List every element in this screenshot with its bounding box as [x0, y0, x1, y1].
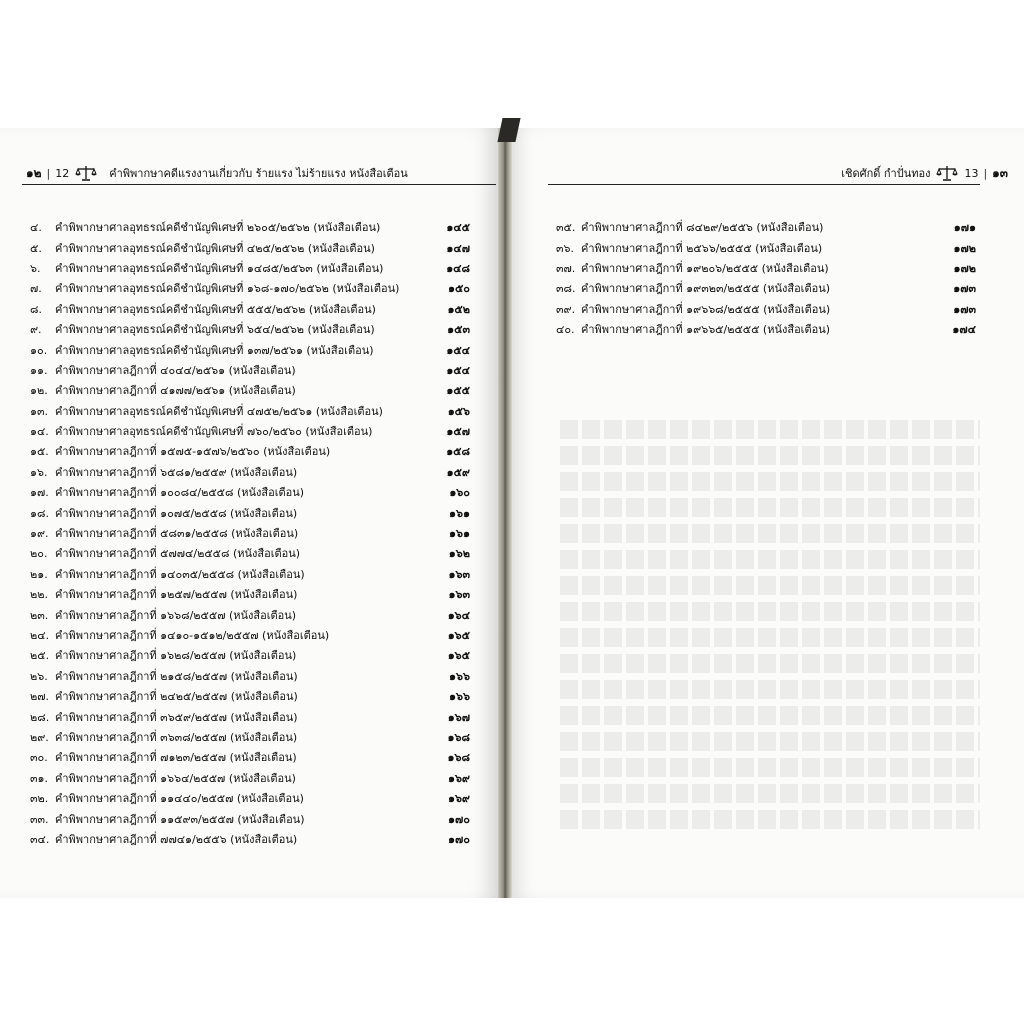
entry-title: คำพิพากษาศาลฎีกาที่ ๑๙๖๖๕/๒๕๕๕ (หนังสือเตือน): [581, 323, 831, 337]
contents-entry: [556, 320, 976, 340]
entry-number: ๒๘.: [30, 710, 50, 724]
entry-title: คำพิพากษาศาลฎีกาที่ ๖๕๘๑/๒๕๕๙ (หนังสือเตือน): [55, 465, 298, 479]
entry-number: ๕.: [30, 241, 42, 255]
entry-title: คำพิพากษาศาลฎีกาที่ ๑๑๕๙๓/๒๕๕๗ (หนังสือเตือน): [55, 812, 305, 826]
entry-page-number: ๑๕๔: [446, 343, 470, 357]
entry-number: ๑๐.: [30, 343, 48, 357]
entry-title: คำพิพากษาศาลฎีกาที่ ๑๖๒๘/๒๕๕๗ (หนังสือเตือน): [55, 649, 297, 663]
entry-number: ๒๐.: [30, 547, 48, 561]
entry-title: คำพิพากษาศาลฎีกาที่ ๑๔๐๓๕/๒๕๕๘ (หนังสือเตือน): [55, 567, 305, 581]
entry-title: คำพิพากษาศาลอุทธรณ์คดีชำนัญพิเศษที่ ๖๕๔/๒๕๖๒ (หนังสือเตือน): [55, 323, 375, 337]
entry-title: คำพิพากษาศาลฎีกาที่ ๑๐๐๘๔/๒๕๕๘ (หนังสือเตือน): [55, 486, 305, 500]
contents-entry: [30, 789, 470, 809]
contents-entry: [30, 402, 470, 422]
entry-title: คำพิพากษาศาลฎีกาที่ ๒๕๖๖/๒๕๕๕ (หนังสือเตือน): [581, 241, 823, 255]
entry-page-number: ๑๖๙: [447, 771, 470, 785]
entry-title: คำพิพากษาศาลอุทธรณ์คดีชำนัญพิเศษที่ ๗๖๐/๒๕๖๐ (หนังสือเตือน): [55, 425, 373, 439]
entry-number: ๒๑.: [30, 567, 48, 581]
entry-title: คำพิพากษาศาลฎีกาที่ ๑๖๖๔/๒๕๕๗ (หนังสือเตือน): [55, 771, 296, 785]
right-contents-list: [556, 218, 976, 340]
entry-title: คำพิพากษาศาลฎีกาที่ ๑๙๓๒๓/๒๕๕๕ (หนังสือเตือน): [581, 282, 831, 296]
entry-number: ๗.: [30, 282, 42, 296]
entry-title: คำพิพากษาศาลฎีกาที่ ๗๗๔๑/๒๕๕๖ (หนังสือเตือน): [55, 832, 298, 846]
contents-entry: [30, 483, 470, 503]
right-running-title: เชิดศักดิ์ กำปั่นทอง: [841, 167, 931, 180]
entry-page-number: ๑๖๕: [447, 649, 470, 663]
contents-entry: [30, 320, 470, 340]
entry-page-number: ๑๗๓: [953, 282, 976, 296]
entry-title: คำพิพากษาศาลฎีกาที่ ๕๘๓๑/๒๕๕๘ (หนังสือเตือน): [55, 527, 299, 541]
book-gutter: [498, 128, 512, 898]
entry-page-number: ๑๗๓: [953, 302, 976, 316]
entry-number: ๓๙.: [556, 302, 576, 316]
entry-number: ๒๗.: [30, 690, 50, 704]
contents-entry: [30, 565, 470, 585]
contents-entry: [30, 707, 470, 727]
entry-page-number: ๑๗๒: [953, 261, 976, 275]
entry-number: ๓๗.: [556, 261, 576, 275]
entry-page-number: ๑๗๔: [952, 323, 976, 337]
contents-entry: [556, 300, 976, 320]
right-page-header: [841, 162, 1008, 184]
entry-number: ๑๔.: [30, 425, 49, 439]
entry-page-number: ๑๗๒: [953, 241, 976, 255]
entry-number: ๓๑.: [30, 771, 48, 785]
entry-number: ๒๕.: [30, 649, 50, 663]
entry-number: ๓๐.: [30, 751, 48, 765]
entry-page-number: ๑๖๓: [448, 588, 470, 602]
contents-entry: [30, 340, 470, 360]
contents-entry: [30, 585, 470, 605]
contents-entry: [30, 687, 470, 707]
entry-title: คำพิพากษาศาลฎีกาที่ ๑๔๑๐-๑๕๑๒/๒๕๕๗ (หนังสือเตือน): [55, 629, 330, 642]
entry-title: คำพิพากษาศาลฎีกาที่ ๓๖๕๙/๒๕๕๗ (หนังสือเตือน): [55, 710, 298, 724]
entry-title: คำพิพากษาศาลฎีกาที่ ๒๑๕๘/๒๕๕๗ (หนังสือเตือน): [55, 669, 298, 683]
entry-number: ๒๓.: [30, 608, 49, 622]
entry-title: คำพิพากษาศาลอุทธรณ์คดีชำนัญพิเศษที่ ๔๒๕/๒๕๖๒ (หนังสือเตือน): [55, 241, 375, 255]
entry-page-number: ๑๖๑: [449, 527, 470, 541]
contents-entry: [30, 809, 470, 829]
entry-page-number: ๑๕๖: [447, 404, 470, 418]
contents-entry: [556, 238, 976, 258]
entry-number: ๓๓.: [30, 812, 49, 826]
entry-page-number: ๑๖๙: [447, 792, 470, 806]
entry-page-number: ๑๕๗: [446, 425, 470, 439]
entry-number: ๑๖.: [30, 465, 48, 479]
entry-number: ๒๔.: [30, 629, 50, 642]
contents-entry: [30, 524, 470, 544]
contents-entry: [30, 748, 470, 768]
contents-entry: [30, 646, 470, 666]
right-header-rule: [548, 184, 980, 185]
header-separator: |: [983, 166, 988, 180]
entry-number: ๙.: [30, 323, 42, 337]
entry-page-number: ๑๔๕: [446, 221, 470, 235]
entry-page-number: ๑๖๑: [449, 506, 470, 520]
left-running-title: คำพิพากษาคดีแรงงานเกี่ยวกับ ร้ายแรง ไม่ร้ายแรง หนังสือเตือน: [109, 167, 408, 180]
entry-title: คำพิพากษาศาลฎีกาที่ ๔๑๗๗/๒๕๖๑ (หนังสือเตือน): [55, 384, 296, 398]
contents-entry: [30, 422, 470, 442]
entry-title: คำพิพากษาศาลฎีกาที่ ๔๐๔๔/๒๕๖๑ (หนังสือเตือน): [55, 363, 296, 377]
entry-number: ๘.: [30, 302, 42, 316]
entry-title: คำพิพากษาศาลฎีกาที่ ๑๖๖๘/๒๕๕๗ (หนังสือเตือน): [55, 608, 297, 622]
entry-page-number: ๑๖๖: [449, 669, 470, 683]
entry-title: คำพิพากษาศาลอุทธรณ์คดีชำนัญพิเศษที่ ๕๕๕/๒๕๖๒ (หนังสือเตือน): [55, 302, 376, 316]
entry-title: คำพิพากษาศาลฎีกาที่ ๑๙๒๐๖/๒๕๕๕ (หนังสือเตือน): [581, 261, 829, 275]
entry-page-number: ๑๗๐: [448, 832, 470, 846]
entry-number: ๔๐.: [556, 323, 575, 337]
contents-entry: [30, 442, 470, 462]
contents-entry: [30, 728, 470, 748]
contents-entry: [30, 259, 470, 279]
entry-number: ๑๘.: [30, 506, 49, 520]
entry-page-number: ๑๔๘: [446, 261, 470, 275]
entry-title: คำพิพากษาศาลฎีกาที่ ๑๕๗๕-๑๕๗๖/๒๕๖๐ (หนังสือเตือน): [55, 445, 331, 459]
entry-title: คำพิพากษาศาลอุทธรณ์คดีชำนัญพิเศษที่ ๑๔๘๕/๒๕๖๓ (หนังสือเตือน): [55, 261, 384, 275]
left-contents-list: [30, 218, 470, 850]
entry-page-number: ๑๕๐: [447, 282, 470, 296]
contents-entry: [30, 544, 470, 564]
entry-number: ๓๔.: [30, 832, 50, 846]
contents-entry: [556, 259, 976, 279]
entry-title: คำพิพากษาศาลอุทธรณ์คดีชำนัญพิเศษที่ ๒๖๐๕/๒๕๖๒ (หนังสือเตือน): [55, 221, 381, 235]
entry-number: ๒๙.: [30, 730, 49, 744]
entry-page-number: ๑๖๗: [447, 710, 470, 724]
entry-number: ๖.: [30, 261, 41, 275]
entry-title: คำพิพากษาศาลฎีกาที่ ๑๙๖๖๘/๒๕๕๕ (หนังสือเตือน): [581, 302, 831, 316]
entry-page-number: ๑๖๘: [447, 751, 470, 765]
entry-title: คำพิพากษาศาลอุทธรณ์คดีชำนัญพิเศษที่ ๔๗๕๒/๒๕๖๑ (หนังสือเตือน): [55, 404, 383, 418]
contents-entry: [30, 218, 470, 238]
entry-title: คำพิพากษาศาลฎีกาที่ ๓๖๓๘/๒๕๕๗ (หนังสือเตือน): [55, 730, 298, 744]
contents-entry: [30, 605, 470, 625]
entry-number: ๓๖.: [556, 241, 574, 255]
right-page-number-arabic: 13: [964, 166, 979, 180]
entry-number: ๑๕.: [30, 445, 49, 459]
entry-title: คำพิพากษาศาลฎีกาที่ ๘๔๒๙/๒๕๕๖ (หนังสือเตือน): [581, 221, 824, 235]
right-page-number-thai: ๑๓: [992, 165, 1008, 180]
entry-number: ๓๕.: [556, 221, 576, 235]
entry-number: ๔.: [30, 221, 42, 235]
contents-entry: [30, 769, 470, 789]
entry-number: ๑๙.: [30, 527, 49, 541]
contents-entry: [556, 218, 976, 238]
left-page-header: [26, 162, 408, 184]
entry-page-number: ๑๖๖: [449, 690, 470, 704]
contents-entry: [30, 626, 470, 646]
entry-page-number: ๑๗๑: [953, 221, 976, 235]
entry-page-number: ๑๕๕: [446, 384, 470, 398]
contents-entry: [30, 279, 470, 299]
entry-page-number: ๑๕๓: [447, 323, 470, 337]
entry-title: คำพิพากษาศาลฎีกาที่ ๕๗๗๔/๒๕๕๘ (หนังสือเตือน): [55, 547, 301, 561]
contents-entry: [30, 503, 470, 523]
contents-entry: [30, 830, 470, 850]
entry-title: คำพิพากษาศาลฎีกาที่ ๗๑๒๓/๒๕๕๗ (หนังสือเตือน): [55, 751, 297, 765]
contents-entry: [30, 381, 470, 401]
entry-number: ๒๖.: [30, 669, 48, 683]
entry-page-number: ๑๕๘: [446, 445, 470, 459]
entry-page-number: ๑๖๔: [447, 608, 470, 622]
entry-number: ๓๒.: [30, 792, 49, 806]
contents-entry: [30, 463, 470, 483]
left-page-number-thai: ๑๒: [26, 165, 42, 180]
scales-of-justice-icon: [936, 165, 958, 181]
entry-title: คำพิพากษาศาลฎีกาที่ ๑๒๕๗/๒๕๕๗ (หนังสือเตือน): [55, 588, 298, 602]
entry-page-number: ๑๗๐: [448, 812, 470, 826]
contents-entry: [30, 238, 470, 258]
entry-title: คำพิพากษาศาลอุทธรณ์คดีชำนัญพิเศษที่ ๑๖๘-๑๗๐/๒๕๖๒ (หนังสือเตือน): [55, 282, 400, 296]
entry-number: ๑๓.: [30, 404, 48, 418]
header-separator: |: [46, 166, 51, 180]
entry-number: ๒๒.: [30, 588, 48, 602]
entry-number: ๑๑.: [30, 363, 48, 377]
entry-title: คำพิพากษาศาลฎีกาที่ ๑๐๗๕/๒๕๕๘ (หนังสือเตือน): [55, 506, 298, 520]
entry-page-number: ๑๖๕: [447, 629, 470, 642]
contents-entry: [30, 300, 470, 320]
entry-title: คำพิพากษาศาลอุทธรณ์คดีชำนัญพิเศษที่ ๑๓๗/๒๕๖๑ (หนังสือเตือน): [55, 343, 374, 357]
entry-page-number: ๑๖๒: [448, 547, 470, 561]
entry-page-number: ๑๕๙: [446, 465, 470, 479]
contents-entry: [556, 279, 976, 299]
contents-entry: [30, 361, 470, 381]
entry-title: คำพิพากษาศาลฎีกาที่ ๒๔๒๕/๒๕๕๗ (หนังสือเตือน): [55, 690, 298, 704]
left-header-rule: [22, 184, 496, 185]
entry-title: คำพิพากษาศาลฎีกาที่ ๑๑๔๔๐/๒๕๕๗ (หนังสือเตือน): [55, 792, 304, 806]
scales-of-justice-icon: [75, 165, 97, 181]
entry-page-number: ๑๖๘: [447, 730, 470, 744]
entry-page-number: ๑๖๐: [449, 486, 470, 500]
entry-number: ๑๗.: [30, 486, 49, 500]
contents-entry: [30, 667, 470, 687]
entry-page-number: ๑๕๒: [447, 302, 470, 316]
entry-number: ๓๘.: [556, 282, 576, 296]
entry-page-number: ๑๕๔: [446, 363, 470, 377]
entry-page-number: ๑๔๗: [446, 241, 470, 255]
entry-page-number: ๑๖๓: [448, 567, 470, 581]
left-page-number-arabic: 12: [55, 166, 70, 180]
entry-number: ๑๒.: [30, 384, 48, 398]
